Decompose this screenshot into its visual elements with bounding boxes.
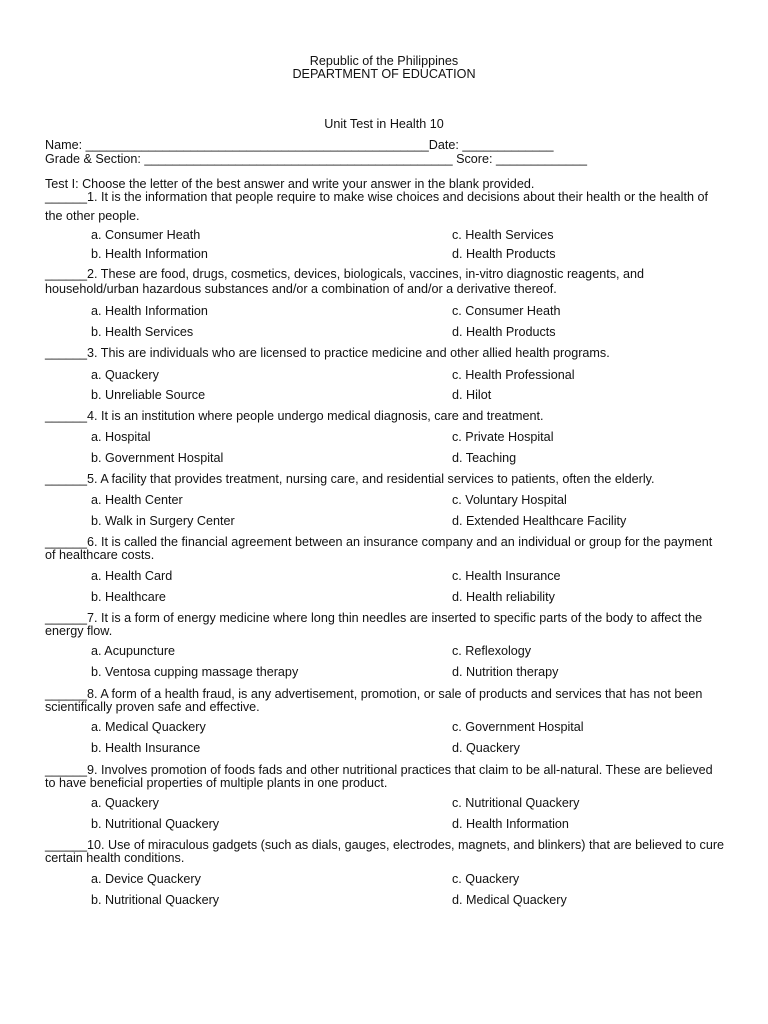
q6-option-d: d. Health reliability bbox=[452, 590, 555, 604]
q4-option-d: d. Teaching bbox=[452, 451, 517, 465]
question-10: ______10. Use of miraculous gadgets (such as dials, gauges, electrodes, magnets, and blinkers) that are believed to cure certain health conditions. bbox=[45, 838, 725, 865]
q2-option-c: c. Consumer Heath bbox=[452, 304, 561, 318]
question-8: ______8. A form of a health fraud, is any advertisement, promotion, or sale of products and services that has not been scientifically proven safe and effective. bbox=[45, 687, 703, 714]
q9-option-d: d. Health Information bbox=[452, 817, 569, 831]
q3-option-d: d. Hilot bbox=[452, 388, 492, 402]
question-5: ______5. A facility that provides treatment, nursing care, and residential services to patients, often the elderly. bbox=[45, 472, 655, 486]
q8-option-b: b. Health Insurance bbox=[91, 741, 201, 755]
header-department: DEPARTMENT OF EDUCATION bbox=[292, 67, 476, 81]
q1-option-b: b. Health Information bbox=[91, 247, 208, 261]
question-4: ______4. It is an institution where people undergo medical diagnosis, care and treatment. bbox=[45, 409, 544, 423]
q6-option-c: c. Health Insurance bbox=[452, 569, 561, 583]
q5-option-d: d. Extended Healthcare Facility bbox=[452, 514, 627, 528]
q9-option-a: a. Quackery bbox=[91, 796, 159, 810]
q10-option-a: a. Device Quackery bbox=[91, 872, 201, 886]
q5-option-b: b. Walk in Surgery Center bbox=[91, 514, 235, 528]
question-9: ______9. Involves promotion of foods fads and other nutritional practices that claim to be all-natural. These are believed to have beneficial properties of multiple plants in one product. bbox=[45, 763, 713, 790]
q1-option-d: d. Health Products bbox=[452, 247, 556, 261]
q7-option-d: d. Nutrition therapy bbox=[452, 665, 559, 679]
header-republic: Republic of the Philippines bbox=[309, 54, 459, 68]
q4-option-a: a. Hospital bbox=[91, 430, 151, 444]
question-7: ______7. It is a form of energy medicine where long thin needles are inserted to specific parts of the body to affect the energy flow. bbox=[45, 611, 703, 638]
q2-option-d: d. Health Products bbox=[452, 325, 556, 339]
q4-option-c: c. Private Hospital bbox=[452, 430, 554, 444]
q7-option-a: a. Acupuncture bbox=[91, 644, 176, 658]
test-instructions: Test I: Choose the letter of the best answer and write your answer in the blank provided. bbox=[45, 177, 535, 191]
q3-option-a: a. Quackery bbox=[91, 368, 159, 382]
grade-score-line: Grade & Section: ____________________________________________ Score: _____________ bbox=[45, 152, 588, 166]
q3-option-b: b. Unreliable Source bbox=[91, 388, 206, 402]
q7-option-b: b. Ventosa cupping massage therapy bbox=[91, 665, 299, 679]
q1-option-a: a. Consumer Heath bbox=[91, 228, 201, 242]
q6-option-a: a. Health Card bbox=[91, 569, 173, 583]
q6-option-b: b. Healthcare bbox=[91, 590, 166, 604]
q10-option-c: c. Quackery bbox=[452, 872, 520, 886]
question-1: ______1. It is the information that people require to make wise choices and decisions about their health or the health of the other people. bbox=[45, 190, 708, 223]
q3-option-c: c. Health Professional bbox=[452, 368, 575, 382]
question-3: ______3. This are individuals who are licensed to practice medicine and other allied health programs. bbox=[45, 346, 610, 360]
q2-option-a: a. Health Information bbox=[91, 304, 208, 318]
q9-option-b: b. Nutritional Quackery bbox=[91, 817, 220, 831]
q10-option-d: d. Medical Quackery bbox=[452, 893, 567, 907]
q5-option-a: a. Health Center bbox=[91, 493, 183, 507]
question-6: ______6. It is called the financial agreement between an insurance company and an individual or group for the payment of healthcare costs. bbox=[45, 535, 713, 562]
q7-option-c: c. Reflexology bbox=[452, 644, 532, 658]
q8-option-a: a. Medical Quackery bbox=[91, 720, 206, 734]
question-2: ______2. These are food, drugs, cosmetics, devices, biologicals, vaccines, in-vitro diagnostic reagents, and household/urban hazardous substances and/or a combination of and/or a derivative thereof. bbox=[45, 267, 645, 296]
q2-option-b: b. Health Services bbox=[91, 325, 194, 339]
q9-option-c: c. Nutritional Quackery bbox=[452, 796, 580, 810]
test-title: Unit Test in Health 10 bbox=[324, 117, 444, 131]
q8-option-c: c. Government Hospital bbox=[452, 720, 584, 734]
q10-option-b: b. Nutritional Quackery bbox=[91, 893, 220, 907]
q8-option-d: d. Quackery bbox=[452, 741, 520, 755]
name-date-line: Name: _________________________________________________Date: _____________ bbox=[45, 138, 554, 152]
q5-option-c: c. Voluntary Hospital bbox=[452, 493, 567, 507]
q1-option-c: c. Health Services bbox=[452, 228, 554, 242]
q4-option-b: b. Government Hospital bbox=[91, 451, 224, 465]
